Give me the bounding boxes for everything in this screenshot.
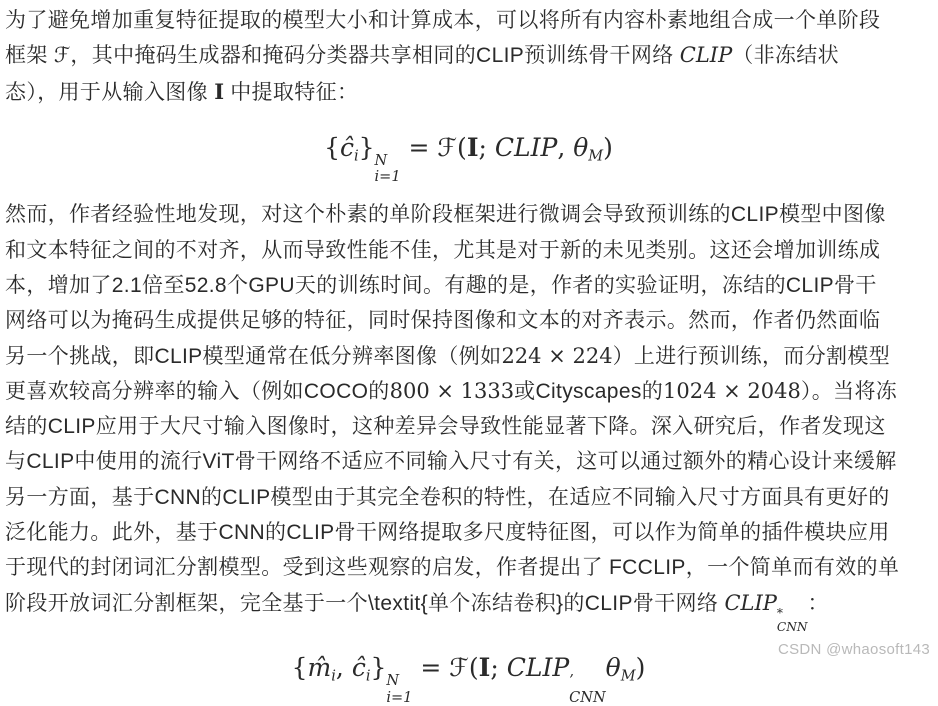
math-variable: CLIP [506, 653, 570, 683]
math-subscript: CNN [776, 619, 808, 634]
text-run: 另一个挑战，即CLIP模型通常在低分辨率图像（例如 [5, 344, 502, 368]
math-supsub [569, 673, 605, 705]
math-upright: { [291, 653, 308, 683]
math-subscript: M [588, 148, 604, 165]
text-run: ： [807, 591, 829, 615]
math-upright: = [400, 132, 438, 162]
text-line [5, 74, 932, 110]
math-variable: CLIP [679, 43, 733, 68]
math-upright: 1024 × 2048 [663, 378, 801, 403]
text-run: 于现代的封闭词汇分割模型。受到这些观察的启发，作者提出了 FCCLIP，一个简单而有效的单 [5, 556, 900, 580]
math-subscript: CNN [569, 689, 606, 706]
math-upright: ) [635, 653, 646, 683]
text-run: 为了避免增加重复特征提取的模型大小和计算成本，可以将所有内容朴素地组合成一个单阶段 [5, 9, 881, 32]
math-upright: ( [468, 653, 479, 683]
paragraph-analysis [5, 197, 932, 634]
math-superscript: * [776, 606, 783, 621]
text-run: 和文本特征之间的不对齐，从而导致性能不佳，尤其是对于新的未见类别。这还会增加训练成 [5, 238, 881, 262]
text-run: 与CLIP中使用的流行ViT骨干网络不适应不同输入尺寸有关，这可以通过额外的精心设计来缓解 [5, 450, 897, 474]
mathcal-f-symbol: ℱ [449, 653, 469, 683]
text-line [5, 3, 932, 38]
math-upright: ; [490, 653, 507, 683]
math-subscript: i [331, 669, 336, 686]
text-line [5, 374, 932, 409]
text-line [5, 586, 932, 635]
math-subscript: i [365, 669, 371, 686]
text-line [5, 268, 932, 303]
paragraph-intro [5, 3, 932, 110]
math-variable: CLIP [724, 590, 777, 615]
math-variable: ĉ [351, 653, 366, 683]
text-line [5, 38, 932, 73]
math-upright: 800 × 1333 [389, 378, 515, 403]
text-line [5, 480, 932, 515]
math-upright: = [412, 653, 450, 683]
math-variable: m̂ [307, 653, 332, 683]
text-line [5, 409, 932, 444]
math-subscript: i=1 [386, 689, 413, 706]
math-variable: θ [605, 653, 621, 683]
math-supsub [386, 673, 412, 705]
math-subscript: M [620, 669, 636, 686]
mathcal-f-symbol: ℱ [437, 132, 458, 162]
math-superscript: N [386, 673, 400, 690]
math-variable: CLIP [494, 132, 558, 162]
math-upright: ) [603, 132, 613, 162]
math-bold-symbol: I [478, 653, 491, 683]
text-run: （非冻结状 [732, 44, 839, 68]
math-upright: 224 × 224 [501, 343, 613, 368]
text-run: ，其中掩码生成器和掩码分类器共享相同的CLIP预训练骨干网络 [70, 44, 680, 68]
text-line [5, 197, 932, 232]
math-bold-symbol: I [466, 132, 479, 162]
text-line [5, 303, 932, 338]
mathcal-f-symbol: ℱ [53, 43, 71, 68]
text-run: 或Cityscapes的 [514, 379, 664, 403]
math-supsub [777, 607, 808, 634]
text-run: 阶段开放词汇分割框架，完全基于一个\textit{单个冻结卷积}的CLIP骨干网络 [5, 591, 725, 615]
math-variable: ĉ [339, 132, 354, 162]
math-superscript: N [374, 152, 388, 169]
math-upright: , [335, 653, 352, 683]
text-run: ）。当将冻 [800, 379, 898, 403]
text-run: 另一方面，基于CNN的CLIP模型由于其完全卷积的特性，在适应不同输入尺寸方面具有更好的 [5, 485, 890, 509]
math-supsub [375, 153, 401, 185]
text-run: 结的CLIP应用于大尺寸输入图像时，这种差异会导致性能显著下降。深入研究后，作者发现这 [5, 415, 886, 439]
math-upright: { [324, 132, 340, 162]
text-run: 本，增加了2.1倍至52.8个GPU天的训练时间。有趣的是，作者的实验证明，冻结的CLIP骨干 [5, 273, 877, 297]
text-run: ）上进行预训练，而分割模型 [612, 344, 891, 368]
text-run: 态），用于从输入图像 [5, 80, 215, 104]
text-line [5, 515, 932, 550]
text-run: 泛化能力。此外，基于CNN的CLIP骨干网络提取多尺度特征图，可以作为简单的插件模块应用 [5, 521, 890, 545]
text-line [5, 339, 932, 374]
text-run: 框架 [5, 44, 54, 68]
math-upright: ; [478, 132, 495, 162]
text-run: 网络可以为掩码生成提供足够的特征，同时保持图像和文本的对齐表示。然而，作者仍然面临 [5, 309, 881, 333]
math-superscript: ’ [569, 673, 574, 690]
watermark: CSDN @whaosoft143 [777, 641, 930, 658]
math-variable: θ [573, 132, 589, 162]
math-upright: , [557, 132, 574, 162]
text-run: 然而，作者经验性地发现，对这个朴素的单阶段框架进行微调会导致预训练的CLIP模型中图像 [5, 203, 886, 227]
math-bold-symbol: I [214, 78, 225, 104]
text-line [5, 444, 932, 479]
text-run: 中提取特征： [224, 80, 359, 104]
math-upright: } [370, 653, 387, 683]
math-upright: } [358, 132, 375, 162]
math-subscript: i=1 [374, 169, 401, 186]
text-run: 更喜欢较高分辨率的输入（例如COCO的 [5, 379, 390, 403]
equation-feature-extraction [5, 126, 932, 185]
math-subscript: i [353, 148, 359, 165]
text-line [5, 550, 932, 585]
math-upright: ( [457, 132, 467, 162]
text-line [5, 233, 932, 268]
